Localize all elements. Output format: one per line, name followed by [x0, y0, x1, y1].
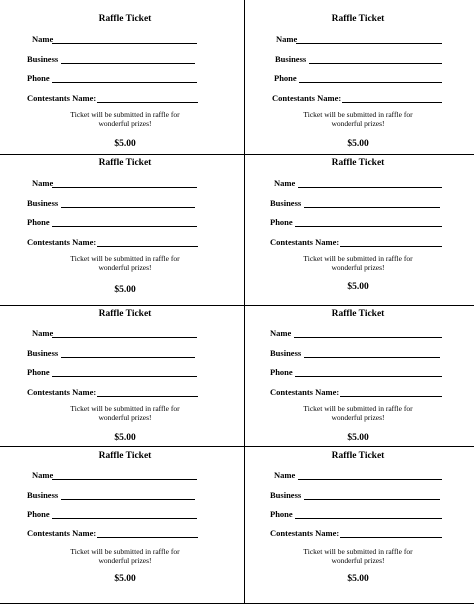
name-line [294, 337, 442, 338]
name-line [52, 479, 197, 480]
phone-label: Phone [27, 217, 50, 227]
phone-label: Phone [270, 509, 293, 519]
name-line [298, 187, 442, 188]
business-line [61, 63, 195, 64]
contestants-name-label: Contestants Name: [270, 387, 340, 397]
ticket-title: Raffle Ticket [331, 158, 385, 168]
contestants-name-label: Contestants Name: [272, 93, 342, 103]
business-line [304, 499, 440, 500]
phone-line [52, 82, 197, 83]
name-label: Name [274, 178, 296, 188]
phone-line [52, 226, 197, 227]
phone-line [295, 226, 442, 227]
business-line [304, 357, 440, 358]
ticket-title: Raffle Ticket [331, 14, 385, 24]
ticket-title: Raffle Ticket [98, 451, 152, 461]
ticket-message: Ticket will be submitted in raffle for wonderful prizes! [303, 110, 413, 128]
business-label: Business [275, 54, 307, 64]
name-label: Name [32, 178, 54, 188]
phone-line [295, 518, 442, 519]
vertical-cut-line [244, 0, 245, 603]
business-label: Business [270, 198, 302, 208]
horizontal-cut-line [0, 305, 474, 306]
name-label: Name [274, 470, 296, 480]
business-line [304, 207, 440, 208]
name-line [298, 479, 442, 480]
name-label: Name [32, 328, 54, 338]
phone-label: Phone [27, 509, 50, 519]
contestants-name-label: Contestants Name: [270, 237, 340, 247]
horizontal-cut-line [0, 446, 474, 447]
ticket-message: Ticket will be submitted in raffle for wonderful prizes! [303, 254, 413, 272]
name-line [52, 43, 197, 44]
phone-label: Phone [274, 73, 297, 83]
ticket-title: Raffle Ticket [331, 309, 385, 319]
contestants-name-line [97, 246, 198, 247]
phone-label: Phone [270, 367, 293, 377]
business-line [61, 357, 195, 358]
name-label: Name [32, 470, 54, 480]
phone-label: Phone [270, 217, 293, 227]
contestants-name-line [97, 396, 198, 397]
contestants-name-line [97, 102, 198, 103]
phone-line [52, 376, 197, 377]
business-label: Business [27, 54, 59, 64]
ticket-message: Ticket will be submitted in raffle for wonderful prizes! [70, 547, 180, 565]
contestants-name-label: Contestants Name: [270, 528, 340, 538]
business-label: Business [270, 490, 302, 500]
ticket-message: Ticket will be submitted in raffle for wonderful prizes! [303, 404, 413, 422]
ticket-price: $5.00 [114, 574, 136, 584]
business-label: Business [270, 348, 302, 358]
ticket-title: Raffle Ticket [98, 14, 152, 24]
name-line [296, 43, 442, 44]
contestants-name-line [97, 537, 198, 538]
business-line [61, 207, 195, 208]
business-label: Business [27, 198, 59, 208]
contestants-name-line [340, 537, 442, 538]
ticket-price: $5.00 [114, 139, 136, 149]
business-label: Business [27, 490, 59, 500]
name-label: Name [32, 34, 54, 44]
ticket-title: Raffle Ticket [98, 158, 152, 168]
ticket-price: $5.00 [347, 282, 369, 292]
name-label: Name [270, 328, 292, 338]
phone-line [52, 518, 197, 519]
phone-label: Phone [27, 73, 50, 83]
contestants-name-label: Contestants Name: [27, 93, 97, 103]
contestants-name-label: Contestants Name: [27, 387, 97, 397]
business-line [309, 63, 442, 64]
ticket-message: Ticket will be submitted in raffle for wonderful prizes! [303, 547, 413, 565]
ticket-price: $5.00 [347, 139, 369, 149]
phone-line [295, 376, 442, 377]
business-label: Business [27, 348, 59, 358]
ticket-title: Raffle Ticket [98, 309, 152, 319]
horizontal-cut-line [0, 603, 474, 604]
phone-label: Phone [27, 367, 50, 377]
contestants-name-line [342, 102, 442, 103]
contestants-name-label: Contestants Name: [27, 237, 97, 247]
ticket-price: $5.00 [114, 433, 136, 443]
ticket-message: Ticket will be submitted in raffle for wonderful prizes! [70, 254, 180, 272]
ticket-message: Ticket will be submitted in raffle for wonderful prizes! [70, 404, 180, 422]
contestants-name-line [340, 396, 442, 397]
ticket-message: Ticket will be submitted in raffle for wonderful prizes! [70, 110, 180, 128]
phone-line [299, 82, 442, 83]
ticket-title: Raffle Ticket [331, 451, 385, 461]
contestants-name-line [340, 246, 442, 247]
name-label: Name [276, 34, 298, 44]
name-line [52, 187, 197, 188]
name-line [52, 337, 197, 338]
horizontal-cut-line [0, 154, 474, 155]
ticket-price: $5.00 [347, 574, 369, 584]
contestants-name-label: Contestants Name: [27, 528, 97, 538]
ticket-price: $5.00 [114, 285, 136, 295]
business-line [61, 499, 195, 500]
ticket-price: $5.00 [347, 433, 369, 443]
